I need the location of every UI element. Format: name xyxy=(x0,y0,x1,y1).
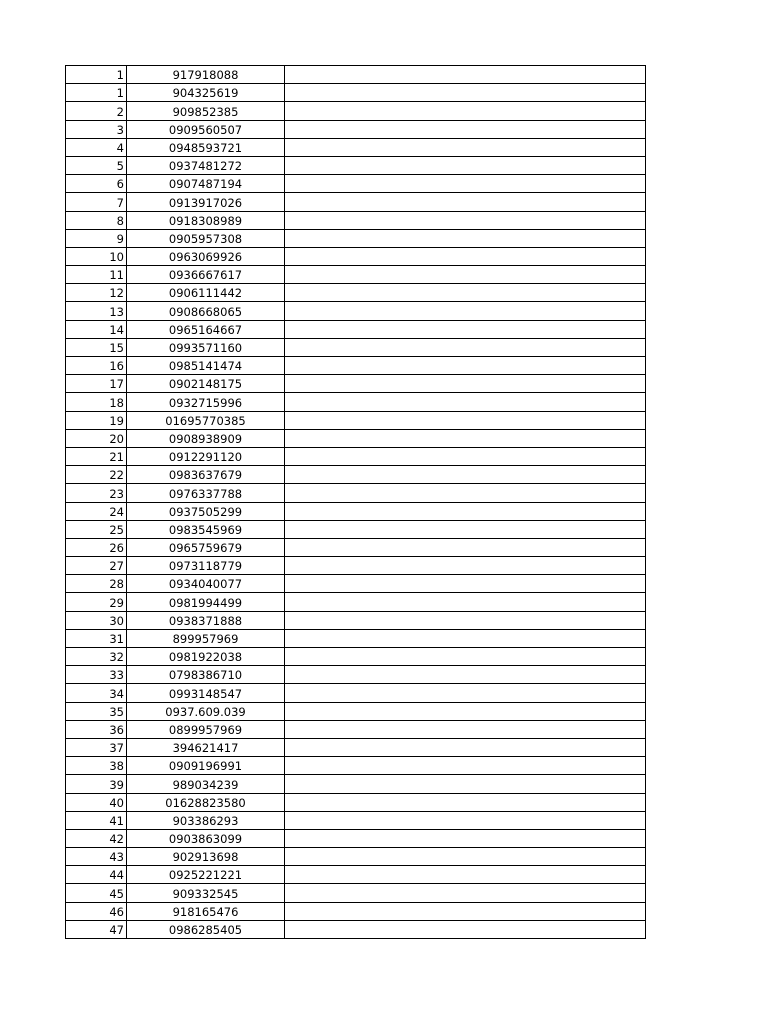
empty-cell[interactable] xyxy=(285,702,646,720)
empty-cell[interactable] xyxy=(285,447,646,465)
phone-number-cell[interactable]: 0936667617 xyxy=(127,266,285,284)
row-index-cell[interactable]: 44 xyxy=(66,866,127,884)
table-row xyxy=(66,611,646,629)
row-index-cell[interactable]: 42 xyxy=(66,829,127,847)
empty-cell[interactable] xyxy=(285,884,646,902)
empty-cell[interactable] xyxy=(285,193,646,211)
empty-cell[interactable] xyxy=(285,102,646,120)
row-index-cell[interactable]: 10 xyxy=(66,247,127,265)
table-row xyxy=(66,247,646,265)
phone-number-cell[interactable]: 0985141474 xyxy=(127,357,285,375)
row-index-cell[interactable]: 22 xyxy=(66,466,127,484)
phone-number-cell[interactable]: 0938371888 xyxy=(127,611,285,629)
row-index-cell[interactable]: 28 xyxy=(66,575,127,593)
table-row xyxy=(66,447,646,465)
table-row xyxy=(66,66,646,84)
phone-number-cell[interactable]: 0909196991 xyxy=(127,757,285,775)
phone-number-cell[interactable]: 0925221221 xyxy=(127,866,285,884)
phone-number-cell[interactable]: 0932715996 xyxy=(127,393,285,411)
phone-number-cell[interactable]: 0986285405 xyxy=(127,920,285,938)
row-index-cell[interactable]: 43 xyxy=(66,848,127,866)
spreadsheet-page xyxy=(65,65,646,939)
row-index-cell[interactable]: 39 xyxy=(66,775,127,793)
table-row xyxy=(66,411,646,429)
empty-cell[interactable] xyxy=(285,138,646,156)
table-row xyxy=(66,175,646,193)
table-row xyxy=(66,738,646,756)
empty-cell[interactable] xyxy=(285,266,646,284)
phone-number-cell[interactable]: 904325619 xyxy=(127,84,285,102)
phone-number-cell[interactable]: 01628823580 xyxy=(127,793,285,811)
row-index-cell[interactable]: 45 xyxy=(66,884,127,902)
empty-cell[interactable] xyxy=(285,557,646,575)
table-row xyxy=(66,84,646,102)
row-index-cell[interactable]: 4 xyxy=(66,138,127,156)
empty-cell[interactable] xyxy=(285,866,646,884)
row-index-cell[interactable]: 7 xyxy=(66,193,127,211)
row-index-cell[interactable]: 30 xyxy=(66,611,127,629)
phone-number-cell[interactable]: 0965759679 xyxy=(127,538,285,556)
table-row xyxy=(66,920,646,938)
phone-number-cell[interactable]: 0973118779 xyxy=(127,557,285,575)
empty-cell[interactable] xyxy=(285,775,646,793)
phone-number-cell[interactable]: 909852385 xyxy=(127,102,285,120)
table-row xyxy=(66,466,646,484)
empty-cell[interactable] xyxy=(285,738,646,756)
table-row xyxy=(66,120,646,138)
phone-number-cell[interactable]: 0912291120 xyxy=(127,447,285,465)
table-row xyxy=(66,793,646,811)
phone-number-table xyxy=(65,65,646,939)
phone-number-cell[interactable]: 0993571160 xyxy=(127,338,285,356)
table-row xyxy=(66,266,646,284)
empty-cell[interactable] xyxy=(285,120,646,138)
row-index-cell[interactable]: 24 xyxy=(66,502,127,520)
row-index-cell[interactable]: 18 xyxy=(66,393,127,411)
table-row xyxy=(66,720,646,738)
phone-number-cell[interactable]: 903386293 xyxy=(127,811,285,829)
empty-cell[interactable] xyxy=(285,175,646,193)
row-index-cell[interactable]: 19 xyxy=(66,411,127,429)
phone-number-cell[interactable]: 918165476 xyxy=(127,902,285,920)
row-index-cell[interactable]: 29 xyxy=(66,593,127,611)
table-row xyxy=(66,757,646,775)
empty-cell[interactable] xyxy=(285,466,646,484)
empty-cell[interactable] xyxy=(285,848,646,866)
phone-number-cell[interactable]: 917918088 xyxy=(127,66,285,84)
row-index-cell[interactable]: 47 xyxy=(66,920,127,938)
row-index-cell[interactable]: 12 xyxy=(66,284,127,302)
phone-number-cell[interactable]: 0903863099 xyxy=(127,829,285,847)
phone-number-cell[interactable]: 902913698 xyxy=(127,848,285,866)
phone-number-cell[interactable]: 909332545 xyxy=(127,884,285,902)
empty-cell[interactable] xyxy=(285,829,646,847)
table-row xyxy=(66,193,646,211)
table-row xyxy=(66,575,646,593)
empty-cell[interactable] xyxy=(285,629,646,647)
phone-number-cell[interactable]: 0906111442 xyxy=(127,284,285,302)
phone-number-cell[interactable]: 394621417 xyxy=(127,738,285,756)
row-index-cell[interactable]: 1 xyxy=(66,66,127,84)
phone-number-cell[interactable]: 0918308989 xyxy=(127,211,285,229)
table-row xyxy=(66,229,646,247)
row-index-cell[interactable]: 9 xyxy=(66,229,127,247)
empty-cell[interactable] xyxy=(285,593,646,611)
empty-cell[interactable] xyxy=(285,84,646,102)
phone-number-cell[interactable]: 0913917026 xyxy=(127,193,285,211)
table-row xyxy=(66,538,646,556)
empty-cell[interactable] xyxy=(285,611,646,629)
empty-cell[interactable] xyxy=(285,320,646,338)
row-index-cell[interactable]: 37 xyxy=(66,738,127,756)
empty-cell[interactable] xyxy=(285,247,646,265)
row-index-cell[interactable]: 3 xyxy=(66,120,127,138)
empty-cell[interactable] xyxy=(285,902,646,920)
phone-number-cell[interactable]: 0981922038 xyxy=(127,648,285,666)
empty-cell[interactable] xyxy=(285,393,646,411)
phone-number-cell[interactable]: 0909560507 xyxy=(127,120,285,138)
table-row xyxy=(66,684,646,702)
row-index-cell[interactable]: 46 xyxy=(66,902,127,920)
table-row xyxy=(66,666,646,684)
phone-number-cell[interactable]: 0963069926 xyxy=(127,247,285,265)
empty-cell[interactable] xyxy=(285,538,646,556)
empty-cell[interactable] xyxy=(285,429,646,447)
phone-number-cell[interactable]: 0902148175 xyxy=(127,375,285,393)
empty-cell[interactable] xyxy=(285,357,646,375)
phone-number-cell[interactable]: 0907487194 xyxy=(127,175,285,193)
row-index-cell[interactable]: 36 xyxy=(66,720,127,738)
table-row xyxy=(66,702,646,720)
empty-cell[interactable] xyxy=(285,575,646,593)
table-body xyxy=(66,66,646,939)
table-row xyxy=(66,302,646,320)
table-row xyxy=(66,811,646,829)
phone-number-cell[interactable]: 0981994499 xyxy=(127,593,285,611)
row-index-cell[interactable]: 17 xyxy=(66,375,127,393)
empty-cell[interactable] xyxy=(285,302,646,320)
empty-cell[interactable] xyxy=(285,284,646,302)
row-index-cell[interactable]: 15 xyxy=(66,338,127,356)
empty-cell[interactable] xyxy=(285,757,646,775)
row-index-cell[interactable]: 27 xyxy=(66,557,127,575)
empty-cell[interactable] xyxy=(285,229,646,247)
phone-number-cell[interactable]: 0899957969 xyxy=(127,720,285,738)
table-row xyxy=(66,775,646,793)
empty-cell[interactable] xyxy=(285,684,646,702)
table-row xyxy=(66,393,646,411)
row-index-cell[interactable]: 6 xyxy=(66,175,127,193)
row-index-cell[interactable]: 1 xyxy=(66,84,127,102)
phone-number-cell[interactable]: 0937505299 xyxy=(127,502,285,520)
row-index-cell[interactable]: 13 xyxy=(66,302,127,320)
table-row xyxy=(66,629,646,647)
row-index-cell[interactable]: 34 xyxy=(66,684,127,702)
row-index-cell[interactable]: 16 xyxy=(66,357,127,375)
table-row xyxy=(66,284,646,302)
row-index-cell[interactable]: 35 xyxy=(66,702,127,720)
table-row xyxy=(66,429,646,447)
empty-cell[interactable] xyxy=(285,648,646,666)
phone-number-cell[interactable]: 0983545969 xyxy=(127,520,285,538)
phone-number-cell[interactable]: 0934040077 xyxy=(127,575,285,593)
empty-cell[interactable] xyxy=(285,211,646,229)
table-row xyxy=(66,829,646,847)
empty-cell[interactable] xyxy=(285,502,646,520)
phone-number-cell[interactable]: 989034239 xyxy=(127,775,285,793)
phone-number-cell[interactable]: 0798386710 xyxy=(127,666,285,684)
table-row xyxy=(66,648,646,666)
empty-cell[interactable] xyxy=(285,338,646,356)
empty-cell[interactable] xyxy=(285,920,646,938)
row-index-cell[interactable]: 40 xyxy=(66,793,127,811)
row-index-cell[interactable]: 26 xyxy=(66,538,127,556)
row-index-cell[interactable]: 8 xyxy=(66,211,127,229)
empty-cell[interactable] xyxy=(285,156,646,174)
empty-cell[interactable] xyxy=(285,666,646,684)
table-row xyxy=(66,338,646,356)
table-row xyxy=(66,357,646,375)
table-row xyxy=(66,848,646,866)
phone-number-cell[interactable]: 0948593721 xyxy=(127,138,285,156)
phone-number-cell[interactable]: 0908938909 xyxy=(127,429,285,447)
table-row xyxy=(66,593,646,611)
empty-cell[interactable] xyxy=(285,375,646,393)
row-index-cell[interactable]: 14 xyxy=(66,320,127,338)
row-index-cell[interactable]: 20 xyxy=(66,429,127,447)
row-index-cell[interactable]: 25 xyxy=(66,520,127,538)
phone-number-cell[interactable]: 0905957308 xyxy=(127,229,285,247)
table-row xyxy=(66,484,646,502)
row-index-cell[interactable]: 5 xyxy=(66,156,127,174)
row-index-cell[interactable]: 2 xyxy=(66,102,127,120)
empty-cell[interactable] xyxy=(285,720,646,738)
phone-number-cell[interactable]: 0908668065 xyxy=(127,302,285,320)
row-index-cell[interactable]: 32 xyxy=(66,648,127,666)
table-row xyxy=(66,320,646,338)
phone-number-cell[interactable]: 01695770385 xyxy=(127,411,285,429)
empty-cell[interactable] xyxy=(285,811,646,829)
empty-cell[interactable] xyxy=(285,66,646,84)
phone-number-cell[interactable]: 899957969 xyxy=(127,629,285,647)
row-index-cell[interactable]: 21 xyxy=(66,447,127,465)
empty-cell[interactable] xyxy=(285,484,646,502)
phone-number-cell[interactable]: 0983637679 xyxy=(127,466,285,484)
table-row xyxy=(66,375,646,393)
phone-number-cell[interactable]: 0937.609.039 xyxy=(127,702,285,720)
table-row xyxy=(66,156,646,174)
table-row xyxy=(66,557,646,575)
row-index-cell[interactable]: 38 xyxy=(66,757,127,775)
row-index-cell[interactable]: 31 xyxy=(66,629,127,647)
table-row xyxy=(66,211,646,229)
phone-number-cell[interactable]: 0993148547 xyxy=(127,684,285,702)
table-row xyxy=(66,884,646,902)
phone-number-cell[interactable]: 0965164667 xyxy=(127,320,285,338)
table-row xyxy=(66,102,646,120)
empty-cell[interactable] xyxy=(285,793,646,811)
table-row xyxy=(66,138,646,156)
table-row xyxy=(66,502,646,520)
row-index-cell[interactable]: 23 xyxy=(66,484,127,502)
row-index-cell[interactable]: 41 xyxy=(66,811,127,829)
table-row xyxy=(66,866,646,884)
table-row xyxy=(66,902,646,920)
table-row xyxy=(66,520,646,538)
phone-number-cell[interactable]: 0937481272 xyxy=(127,156,285,174)
row-index-cell[interactable]: 33 xyxy=(66,666,127,684)
empty-cell[interactable] xyxy=(285,520,646,538)
row-index-cell[interactable]: 11 xyxy=(66,266,127,284)
phone-number-cell[interactable]: 0976337788 xyxy=(127,484,285,502)
empty-cell[interactable] xyxy=(285,411,646,429)
